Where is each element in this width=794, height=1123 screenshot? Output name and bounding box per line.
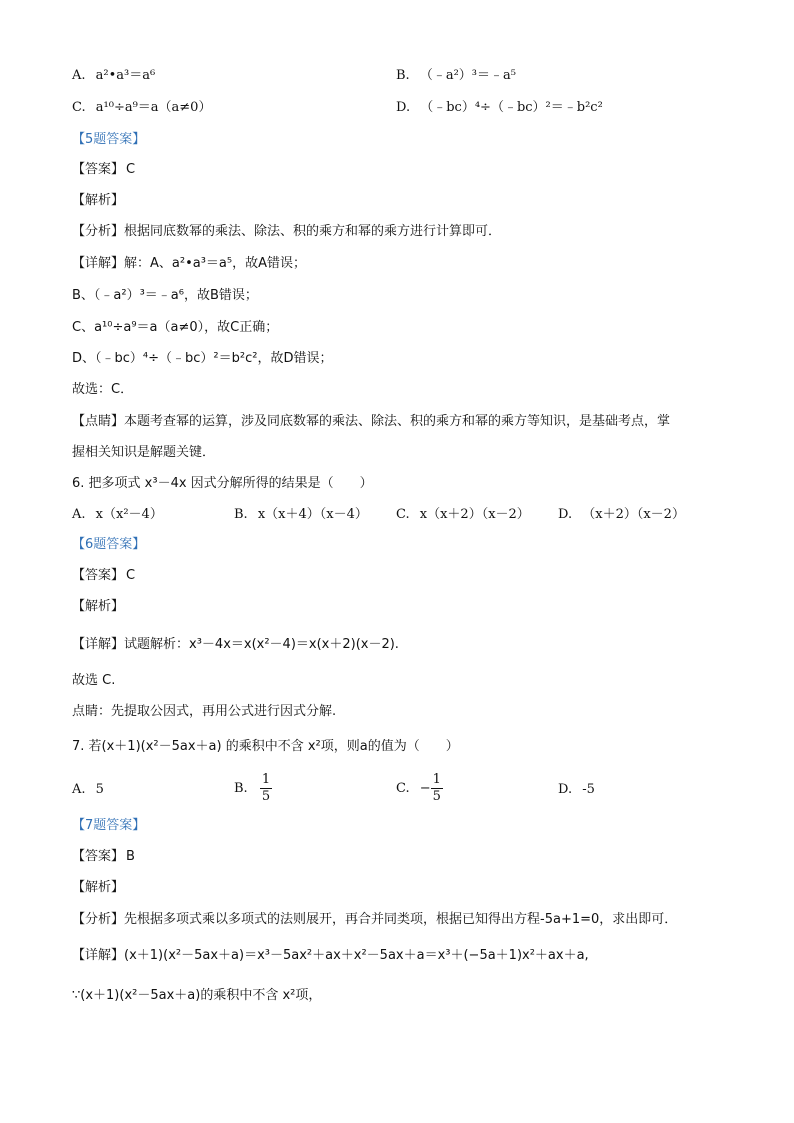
q7-option-b-numerator: 1 xyxy=(261,772,271,787)
q5-answer-value: C xyxy=(126,162,136,177)
q6-note: 点睛：先提取公因式，再用公式进行因式分解. xyxy=(72,704,337,719)
q7-option-a xyxy=(72,780,104,800)
q6-answer-tag: 【答案】 xyxy=(72,568,125,583)
q6-option-c-text: x（x＋2）（x－2） xyxy=(419,507,530,522)
q7-answer-value: B xyxy=(126,849,135,864)
q7-option-a-text: 5 xyxy=(95,782,104,797)
q6-option-c-label: C. xyxy=(396,507,410,522)
q6-option-b-label: B. xyxy=(234,507,248,522)
q7-because: ∵(x＋1)(x²－5ax＋a)的乘积中不含 x²项， xyxy=(72,988,322,1003)
q6-option-b xyxy=(234,505,368,525)
q7-option-c-fraction xyxy=(431,772,443,805)
q6-answer-value: C xyxy=(126,568,136,583)
q6-option-b-text: x（x＋4）（x－4） xyxy=(257,507,368,522)
q7-answer-tag: 【答案】 xyxy=(72,849,125,864)
q7-answer-line xyxy=(72,847,135,867)
q5-option-a-text: a²•a³＝a⁶ xyxy=(95,68,156,83)
q7-detail-text: (x＋1)(x²－5ax＋a)＝x³－5ax²＋ax＋x²－5ax＋a＝x³＋(−5a＋1)x²＋ax＋a, xyxy=(124,948,589,963)
q5-detail-d: D、（﹣bc）⁴÷（﹣bc）²＝b²c²，故D错误； xyxy=(72,351,333,366)
q7-option-b-denominator: 5 xyxy=(261,789,271,804)
q5-detail-b: B、（﹣a²）³＝﹣a⁶，故B错误； xyxy=(72,288,258,303)
q7-question: 7. 若(x＋1)(x²－5ax＋a) 的乘积中不含 x²项，则a的值为（ ） xyxy=(72,739,459,754)
q5-option-c xyxy=(72,98,211,118)
q5-option-c-label: C. xyxy=(72,100,86,115)
q5-fenxi xyxy=(72,222,501,242)
q7-option-b xyxy=(234,770,272,808)
q6-option-d-text: （x＋2）（x－2） xyxy=(582,507,685,522)
q5-detail-c: C、a¹⁰÷a⁹＝a（a≠0），故C正确； xyxy=(72,320,279,335)
q7-detail-tag: 【详解】 xyxy=(72,948,125,963)
q6-option-d-label: D. xyxy=(558,507,573,522)
q6-option-a-label: A. xyxy=(72,507,86,522)
q7-option-d xyxy=(558,780,595,800)
q7-option-c-denominator: 5 xyxy=(432,789,441,804)
q6-detail-text: 试题解析：x³－4x＝x(x²－4)＝x(x＋2)(x－2). xyxy=(124,637,399,652)
q5-answer-header: 【5题答案】 xyxy=(72,132,146,147)
q6-option-c xyxy=(396,505,530,525)
q5-fenxi-tag: 【分析】 xyxy=(72,224,125,239)
q7-fenxi-tag: 【分析】 xyxy=(72,912,125,927)
q7-option-d-label: D. xyxy=(558,782,573,797)
q5-dianjing-line1 xyxy=(72,412,670,432)
q6-option-d xyxy=(558,505,685,525)
q5-option-d xyxy=(396,98,603,118)
q7-answer-header: 【7题答案】 xyxy=(72,818,146,833)
q6-answer-header: 【6题答案】 xyxy=(72,537,146,552)
q5-choose: 故选：C． xyxy=(72,382,134,397)
q7-option-b-label: B. xyxy=(234,781,248,796)
q6-answer-line xyxy=(72,566,135,586)
q5-analysis-header: 【解析】 xyxy=(72,193,125,208)
q5-fenxi-text: 根据同底数幂的乘法、除法、积的乘方和幂的乘方进行计算即可． xyxy=(124,224,502,239)
q6-analysis-header: 【解析】 xyxy=(72,599,125,614)
q6-choose: 故选 C. xyxy=(72,673,116,688)
q6-option-a xyxy=(72,505,163,525)
q5-detail-a-text: 解：A、a²•a³＝a⁵，故A错误； xyxy=(124,256,307,271)
q5-answer-line xyxy=(72,160,135,180)
q6-detail xyxy=(72,635,399,655)
q5-option-a xyxy=(72,66,155,86)
q6-detail-tag: 【详解】 xyxy=(72,637,125,652)
q7-analysis-header: 【解析】 xyxy=(72,880,125,895)
q7-option-c-numerator: 1 xyxy=(432,772,441,787)
q7-detail xyxy=(72,946,589,966)
q5-option-b-label: B. xyxy=(396,68,410,83)
q5-detail-tag: 【详解】 xyxy=(72,256,125,271)
q5-option-d-label: D. xyxy=(396,100,411,115)
q5-option-b xyxy=(396,66,516,86)
q6-option-a-text: x（x²－4） xyxy=(95,507,163,522)
q7-option-a-label: A. xyxy=(72,782,86,797)
q5-answer-tag: 【答案】 xyxy=(72,162,125,177)
q5-dianjing-line2: 握相关知识是解题关键． xyxy=(72,445,216,460)
q6-question: 6. 把多项式 x³－4x 因式分解所得的结果是（ ） xyxy=(72,476,373,491)
q7-option-c-sign: − xyxy=(419,781,431,796)
q5-detail-a xyxy=(72,254,306,274)
q5-option-a-label: A. xyxy=(72,68,86,83)
q5-option-d-text: （﹣bc）⁴÷（﹣bc）²＝﹣b²c² xyxy=(420,100,603,115)
q7-option-d-text: -5 xyxy=(582,782,595,797)
q7-option-b-fraction xyxy=(260,772,272,805)
q7-option-c-label: C. xyxy=(396,781,410,796)
q5-option-b-text: （﹣a²）³＝﹣a⁵ xyxy=(419,68,516,83)
q7-fenxi-text: 先根据多项式乘以多项式的法则展开，再合并同类项，根据已知得出方程-5a+1=0，求出即可． xyxy=(124,912,678,927)
q5-dianjing-tag: 【点睛】 xyxy=(72,414,125,429)
q5-dianjing-text: 本题考查幂的运算，涉及同底数幂的乘法、除法、积的乘方和幂的乘方等知识，是基础考点，掌 xyxy=(124,414,671,429)
q7-option-c xyxy=(396,770,443,808)
q7-fenxi xyxy=(72,910,677,930)
q5-option-c-text: a¹⁰÷a⁹＝a（a≠0） xyxy=(95,100,212,115)
